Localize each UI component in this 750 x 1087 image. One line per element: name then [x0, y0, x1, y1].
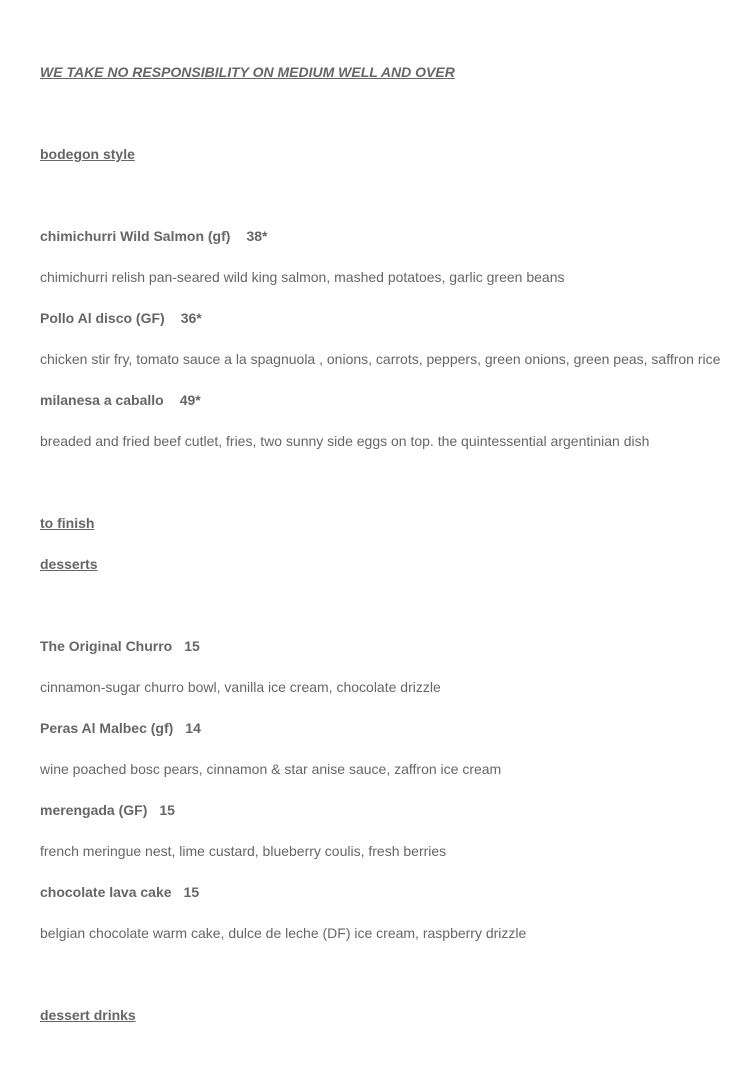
menu-item-price: 49* [179, 392, 201, 408]
menu-item-title-lava-cake [40, 884, 199, 900]
section-heading-dessert-drinks: dessert drinks [40, 1007, 136, 1023]
menu-item-price: 36* [180, 310, 202, 326]
menu-item-description: belgian chocolate warm cake, dulce de leche (DF) ice cream, raspberry drizzle [40, 925, 527, 941]
menu-item-name: chocolate lava cake [40, 884, 172, 900]
medium-well-notice: WE TAKE NO RESPONSIBILITY ON MEDIUM WELL AND OVER [40, 64, 455, 80]
menu-item-price: 15 [184, 638, 200, 654]
menu-item-description: breaded and fried beef cutlet, fries, two sunny side eggs on top. the quintessential argentinian dish [40, 433, 650, 449]
section-heading-bodegon-style: bodegon style [40, 146, 135, 162]
menu-item-description: cinnamon-sugar churro bowl, vanilla ice cream, chocolate drizzle [40, 679, 441, 695]
menu-item-title-milanesa [40, 392, 201, 408]
menu-item-description: chimichurri relish pan-seared wild king salmon, mashed potatoes, garlic green beans [40, 269, 565, 285]
menu-item-price: 15 [183, 884, 200, 900]
menu-item-name: Peras Al Malbec (gf) [40, 720, 174, 736]
menu-item-title-churro [40, 638, 200, 654]
menu-item-name: merengada (GF) [40, 802, 148, 818]
menu-item-price: 38* [246, 228, 268, 244]
menu-item-name: milanesa a caballo [40, 392, 164, 408]
menu-item-title-salmon [40, 228, 267, 244]
menu-item-description: chicken stir fry, tomato sauce a la spagnuola , onions, carrots, peppers, green onions, green peas, saffron rice [40, 351, 721, 367]
section-heading-desserts: desserts [40, 556, 98, 572]
menu-item-description: french meringue nest, lime custard, blueberry coulis, fresh berries [40, 843, 447, 859]
menu-item-title-peras [40, 720, 201, 736]
menu-item-name: chimichurri Wild Salmon (gf) [40, 228, 231, 244]
menu-item-title-pollo [40, 310, 202, 326]
menu-item-description: wine poached bosc pears, cinnamon & star anise sauce, zaffron ice cream [40, 761, 502, 777]
menu-item-price: 15 [159, 802, 175, 818]
menu-item-price: 14 [185, 720, 201, 736]
section-heading-to-finish: to finish [40, 515, 95, 531]
menu-item-name: The Original Churro [40, 638, 173, 654]
menu-item-name: Pollo Al disco (GF) [40, 310, 165, 326]
menu-item-title-merengada [40, 802, 175, 818]
